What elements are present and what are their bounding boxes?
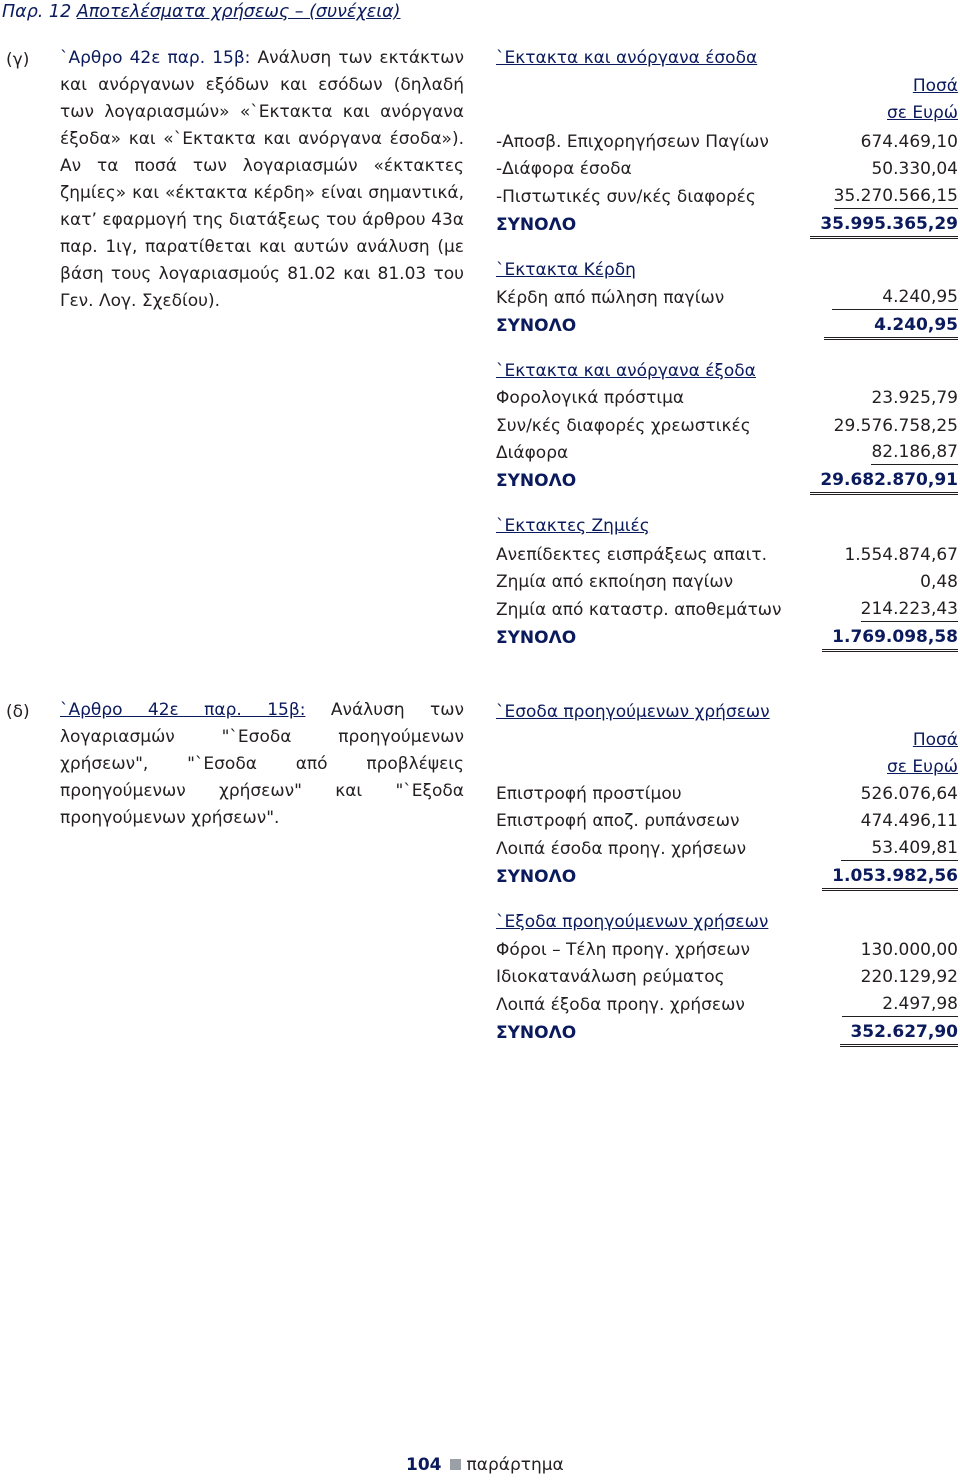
amount-header-line1: Ποσά (912, 76, 958, 96)
table-row (496, 808, 958, 835)
section-d-heading: `Αρθρο 42ε παρ. 15β: (60, 700, 306, 720)
row-label: Λοιπά έξοδα προηγ. χρήσεων (496, 995, 745, 1015)
header-prefix: Παρ. 12 (2, 2, 72, 22)
row-value: 23.925,79 (871, 388, 958, 408)
row-label: Ανεπίδεκτες εισπράξεως απαιτ. (496, 545, 767, 565)
row-value: 0,48 (920, 572, 958, 592)
header-subtitle: Αποτελέσματα χρήσεως – (συνέχεια) (76, 2, 401, 22)
row-label: Φόροι – Τέλη προηγ. χρήσεων (496, 940, 750, 960)
row-label: Ζημία από καταστρ. αποθεμάτων (496, 600, 782, 620)
row-value: 526.076,64 (860, 784, 958, 804)
total-label: ΣΥΝΟΛΟ (496, 628, 577, 648)
row-value: 220.129,92 (860, 967, 958, 987)
row-label: Διάφορα (496, 443, 569, 463)
row-value: 474.496,11 (860, 811, 958, 831)
table-title: `Εκτακτα Κέρδη (496, 260, 636, 280)
section-g-paragraph (60, 45, 464, 315)
row-label: Κέρδη από πώληση παγίων (496, 288, 725, 308)
row-label: Συν/κές διαφορές χρεωστικές (496, 416, 751, 436)
table-row (496, 937, 958, 964)
row-value: 82.186,87 (871, 440, 958, 465)
row-label: Φορολογικά πρόστιμα (496, 388, 685, 408)
total-value: 29.682.870,91 (810, 468, 958, 495)
section-g-letter: (γ) (6, 50, 30, 70)
table-row (496, 836, 958, 863)
row-label: -Πιστωτικές συν/κές διαφορές (496, 187, 756, 207)
total-row (496, 864, 958, 891)
total-label: ΣΥΝΟΛΟ (496, 215, 577, 235)
row-label: Ζημία από εκποίηση παγίων (496, 572, 734, 592)
footer-label: παράρτημα (466, 1455, 564, 1475)
row-value: 50.330,04 (871, 159, 958, 179)
total-label: ΣΥΝΟΛΟ (496, 316, 577, 336)
row-value: 1.554.874,67 (844, 545, 958, 565)
row-value: 53.409,81 (841, 836, 958, 861)
row-value: 35.270.566,15 (834, 184, 958, 209)
total-label: ΣΥΝΟΛΟ (496, 471, 577, 491)
row-label: Επιστροφή αποζ. ρυπάνσεων (496, 811, 740, 831)
row-label: Ιδιοκατανάλωση ρεύματος (496, 967, 725, 987)
total-label: ΣΥΝΟΛΟ (496, 867, 577, 887)
row-value: 130.000,00 (860, 940, 958, 960)
amount-header-line2: σε Ευρώ (887, 757, 958, 777)
total-value: 1.769.098,58 (822, 625, 958, 652)
section-d-text: Ανάλυση των λογαριασμών "`Εσοδα προηγούμενων χρήσεων", "`Εσοδα από προβλέψεις προηγούμενων χρήσεων" και "`Εξοδα προηγούμενων χρήσεων". (60, 700, 465, 828)
amount-header-line2: σε Ευρώ (887, 103, 958, 123)
table-title: `Εξοδα προηγούμενων χρήσεων (496, 912, 769, 932)
table-title: `Εκτακτα και ανόργανα έξοδα (496, 361, 756, 381)
total-row (496, 1020, 958, 1047)
section-g-heading: `Αρθρο 42ε παρ. 15β: (60, 48, 251, 68)
total-label: ΣΥΝΟΛΟ (496, 1023, 577, 1043)
page-header (2, 2, 401, 22)
row-label: Επιστροφή προστίμου (496, 784, 682, 804)
table-row (496, 781, 958, 808)
section-d-paragraph (60, 697, 464, 832)
section-d-letter: (δ) (6, 702, 30, 722)
row-value: 674.469,10 (860, 132, 958, 152)
total-value: 4.240,95 (824, 313, 958, 340)
row-value: 2.497,98 (842, 992, 958, 1017)
row-value: 4.240,95 (832, 285, 958, 310)
table-title: `Εκτακτες Ζημιές (496, 516, 650, 536)
row-label: -Διάφορα έσοδα (496, 159, 632, 179)
table-title: `Εσοδα προηγούμενων χρήσεων (496, 702, 770, 722)
total-value: 352.627,90 (840, 1020, 958, 1047)
page-footer (406, 1455, 564, 1475)
table-row (496, 964, 958, 991)
table-row (496, 992, 958, 1019)
square-bullet-icon (450, 1459, 461, 1470)
tables-d (496, 0, 958, 1043)
row-value: 214.223,43 (861, 597, 958, 622)
total-value: 35.995.365,29 (810, 212, 958, 239)
table-title: `Εκτακτα και ανόργανα έσοδα (496, 48, 758, 68)
amount-header (887, 727, 958, 781)
amount-header-line1: Ποσά (912, 730, 958, 750)
page-number: 104 (406, 1455, 442, 1475)
section-g-text: Ανάλυση των εκτάκτων και ανόργανων εξόδων και εσόδων (δηλαδή των λογαριασμών» «`Εκτακτα και ανόργανα έξοδα» και «`Εκτακτα και ανόργανα έσοδα»). Αν τα ποσά των λογαριασμών «έκτακτες ζημίες» και «έκτακτα κέρδη» είναι σημαντικά, κατ’ εφαρμογή της διατάξεως του άρθρου 43α παρ. 1ιγ, παρατίθεται και αυτών ανάλυση (με βάση τους λογαριασμούς 81.02 και 81.03 του Γεν. Λογ. Σχεδίου). (60, 48, 465, 311)
total-value: 1.053.982,56 (822, 864, 958, 891)
row-label: -Αποσβ. Επιχορηγήσεων Παγίων (496, 132, 769, 152)
row-label: Λοιπά έσοδα προηγ. χρήσεων (496, 839, 747, 859)
row-value: 29.576.758,25 (833, 416, 958, 436)
